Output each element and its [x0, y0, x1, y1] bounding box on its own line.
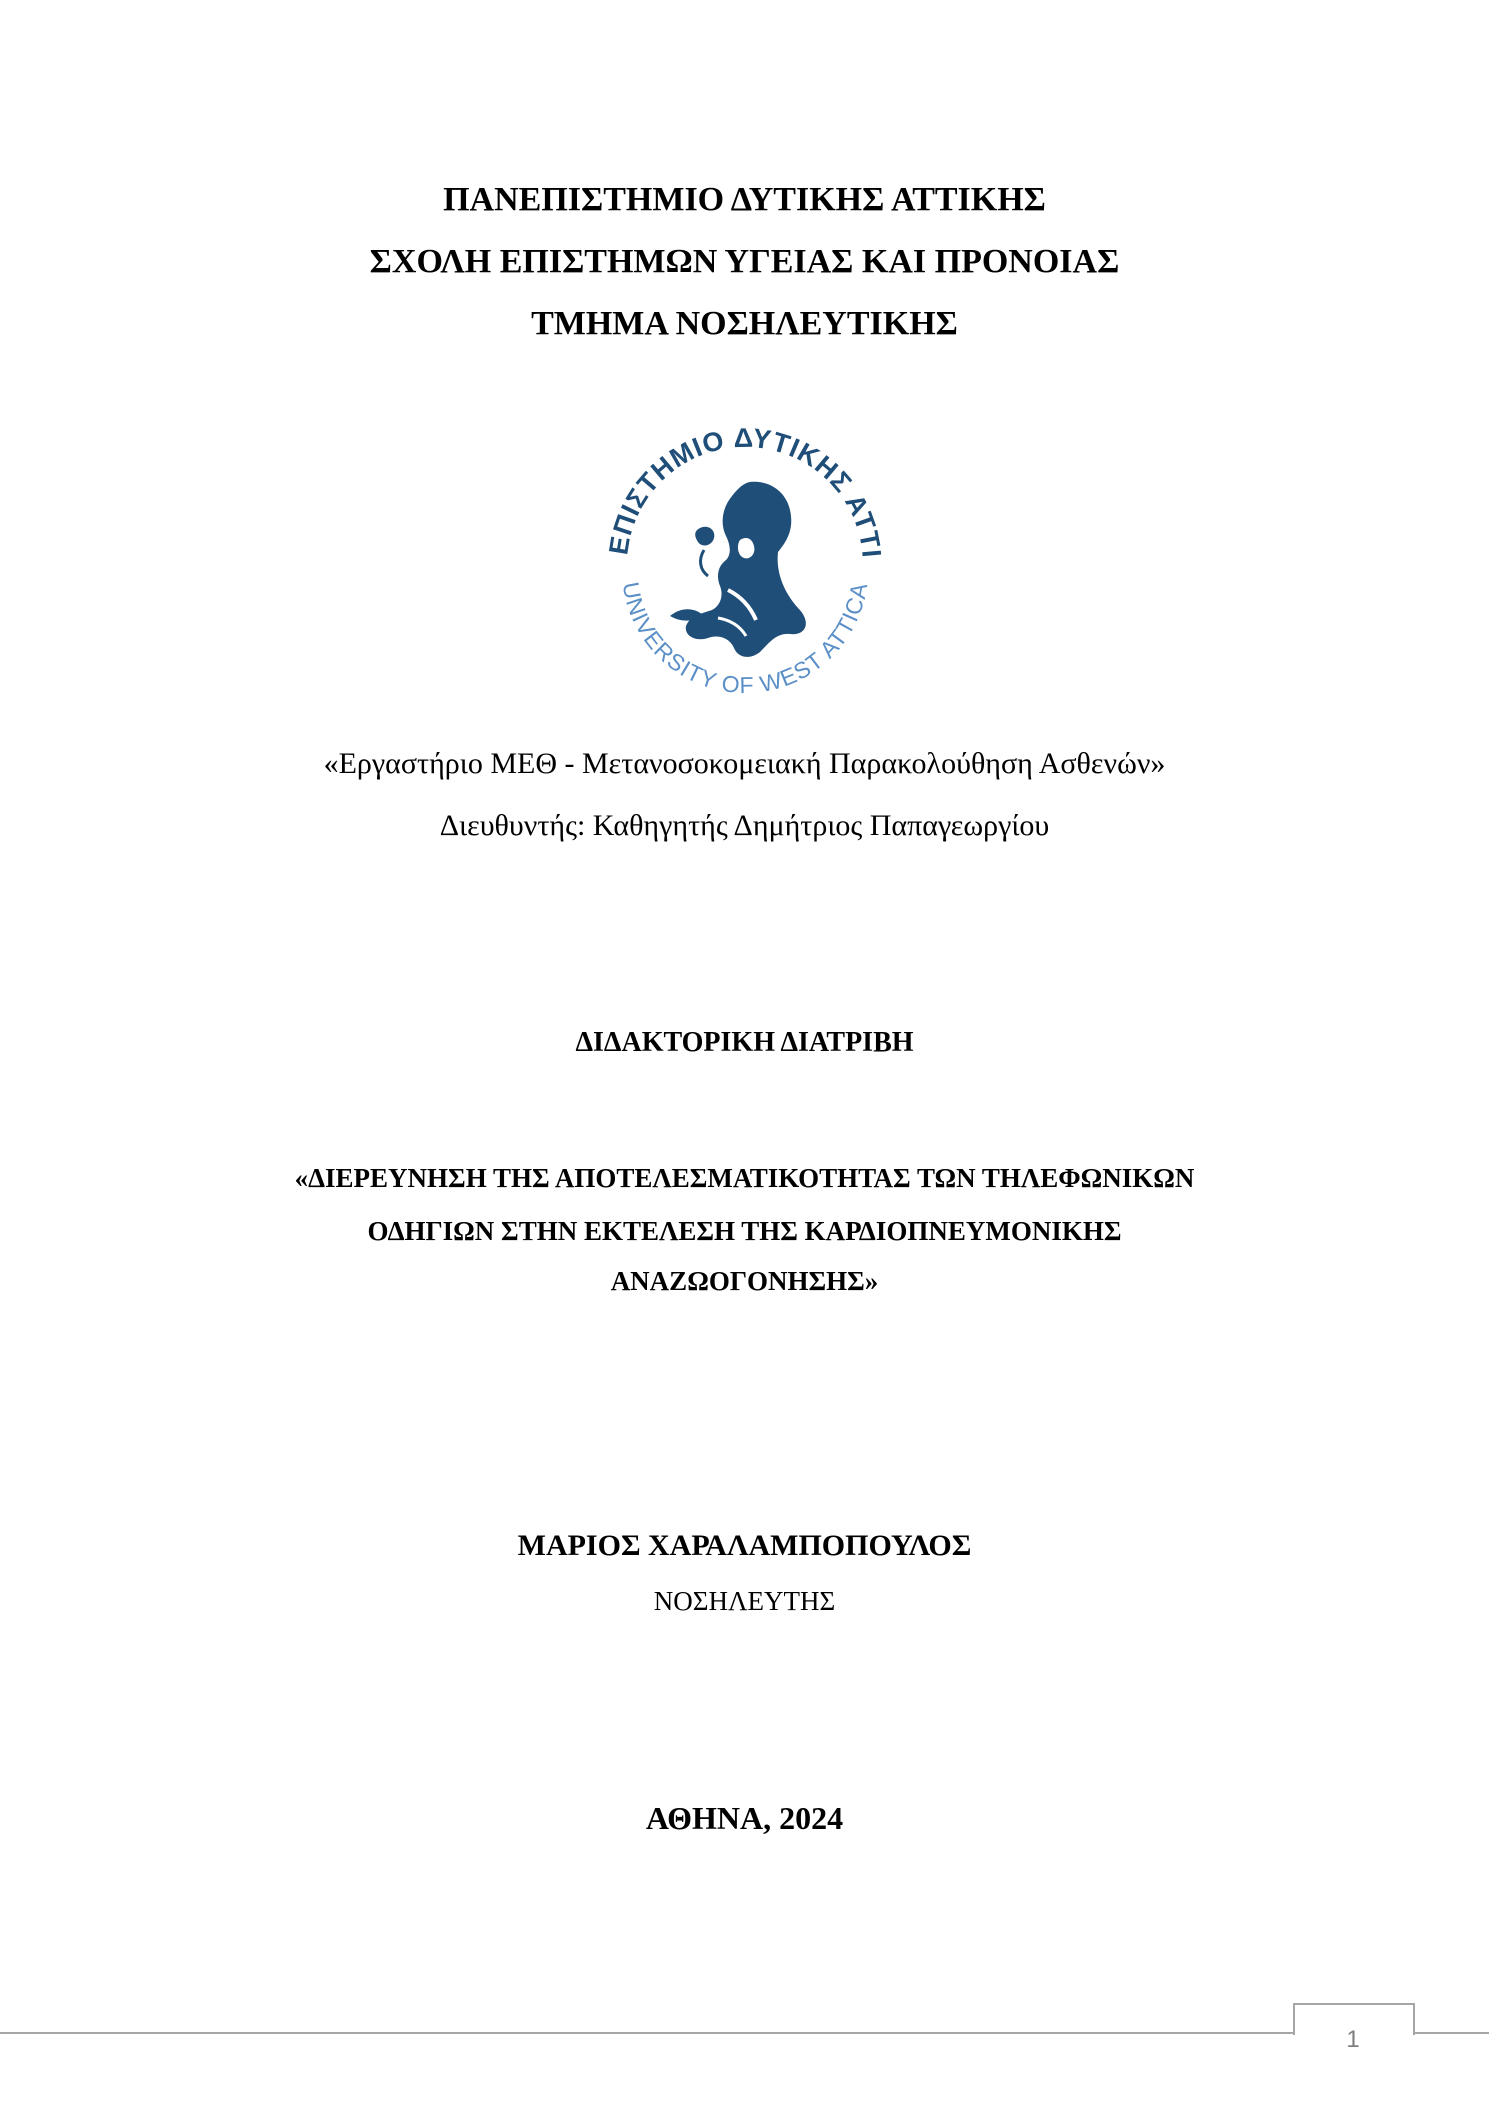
seal-figure	[670, 482, 806, 657]
university-name: ΠΑΝΕΠΙΣΤΗΜΙΟ ΔΥΤΙΚΗΣ ΑΤΤΙΚΗΣ	[443, 181, 1046, 218]
footer-rule	[0, 2032, 1489, 2034]
lab-name: «Εργαστήριο ΜΕΘ - Μετανοσοκομειακή Παρακολούθηση Ασθενών»	[323, 747, 1166, 780]
lab-director: Διευθυντής: Καθηγητής Δημήτριος Παπαγεωργίου	[439, 809, 1050, 842]
page-number: 1	[1346, 2026, 1360, 2053]
department-name: ΤΜΗΜΑ ΝΟΣΗΛΕΥΤΙΚΗΣ	[531, 305, 958, 342]
thesis-title-line-1: «ΔΙΕΡΕΥΝΗΣΗ ΤΗΣ ΑΠΟΤΕΛΕΣΜΑΤΙΚΟΤΗΤΑΣ ΤΩΝ ΤΗΛΕΦΩΝΙΚΩΝ	[294, 1163, 1195, 1193]
thesis-title-line-2: ΟΔΗΓΙΩΝ ΣΤΗΝ ΕΚΤΕΛΕΣΗ ΤΗΣ ΚΑΡΔΙΟΠΝΕΥΜΟΝΙΚΗΣ	[367, 1216, 1122, 1246]
author-name: ΜΑΡΙΟΣ ΧΑΡΑΛΑΜΠΟΠΟΥΛΟΣ	[517, 1529, 972, 1562]
place-date: ΑΘΗΝΑ, 2024	[645, 1800, 844, 1836]
seal-greek-text: ΕΠΙΣΤΗΜΙΟ ΔΥΤΙΚΗΣ ΑΤΤΙ	[603, 422, 887, 560]
university-seal-icon	[600, 420, 890, 710]
school-name: ΣΧΟΛΗ ΕΠΙΣΤΗΜΩΝ ΥΓΕΙΑΣ ΚΑΙ ΠΡΟΝΟΙΑΣ	[369, 243, 1120, 280]
thesis-title-line-3: ΑΝΑΖΩΟΓΟΝΗΣΗΣ»	[610, 1266, 879, 1296]
thesis-type: ΔΙΔΑΚΤΟΡΙΚΗ ΔΙΑΤΡΙΒΗ	[575, 1027, 914, 1058]
seal-english-text: UNIVERSITY OF WEST ATTICA	[617, 579, 873, 699]
author-role: ΝΟΣΗΛΕΥΤΗΣ	[653, 1586, 836, 1616]
